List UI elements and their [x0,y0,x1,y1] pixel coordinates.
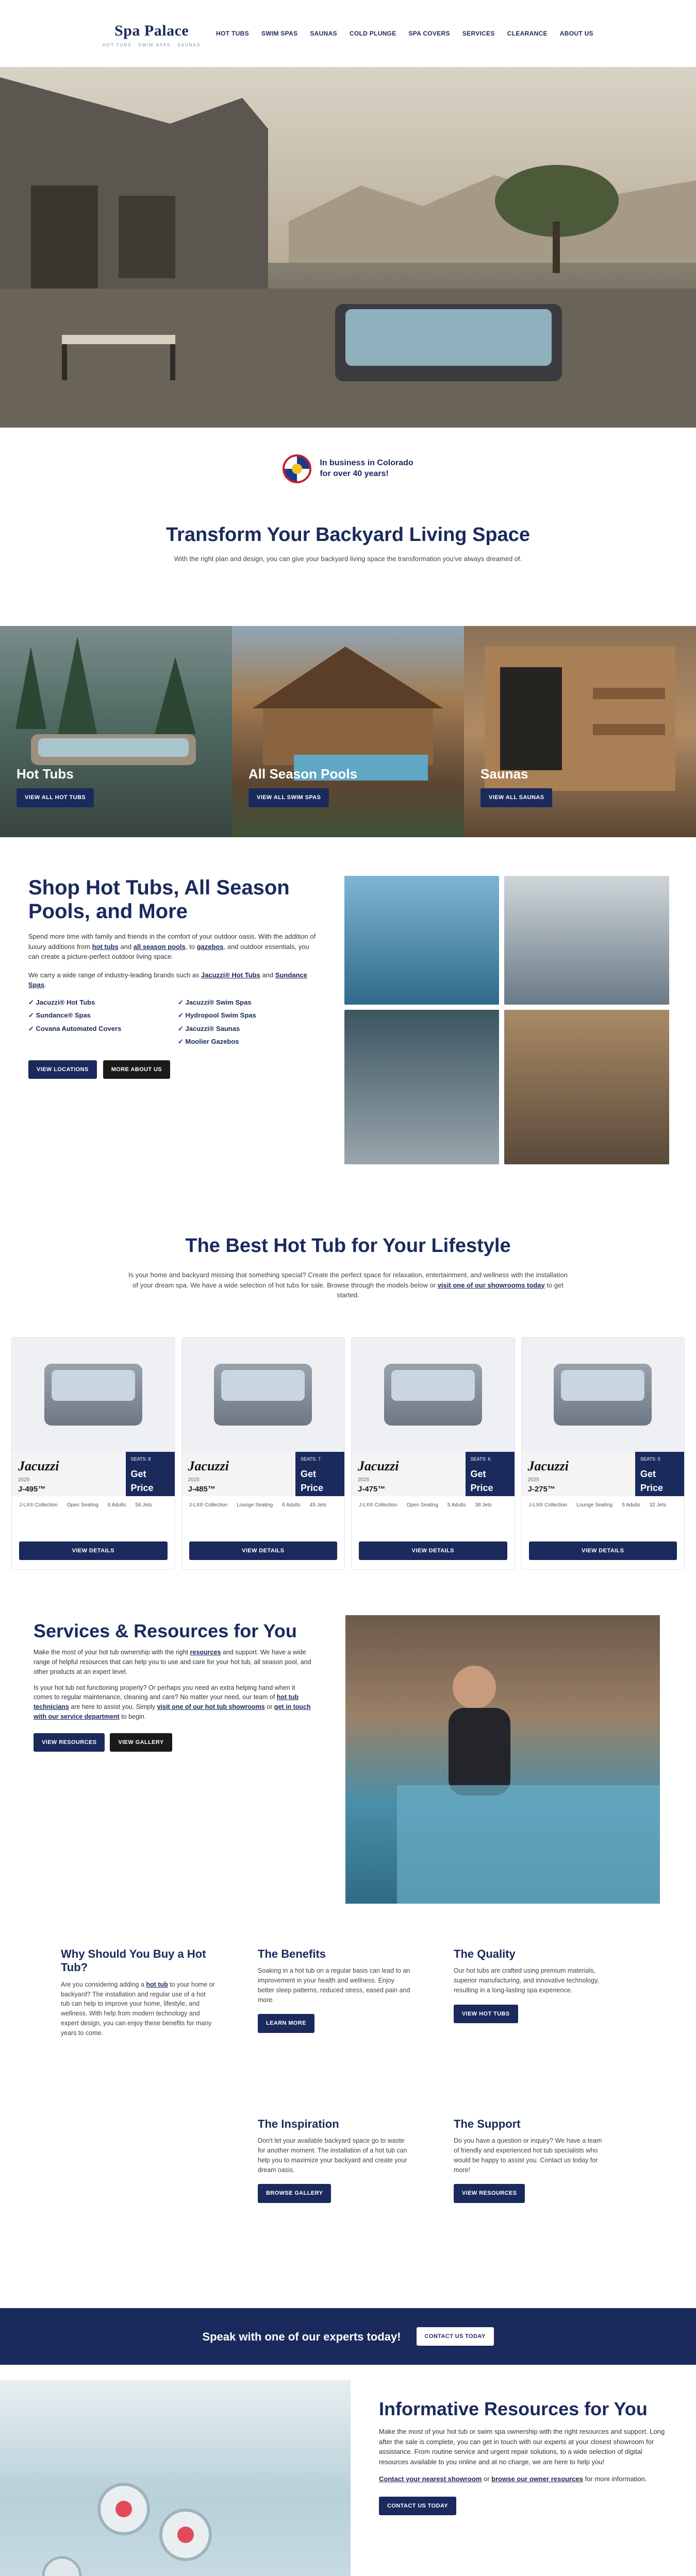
get-price-cta[interactable]: Get Price [470,1468,493,1493]
product-year: 2025 [527,1477,539,1483]
contact-us-today-button[interactable]: CONTACT US TODAY [417,2327,494,2346]
get-price-cta[interactable]: Get Price [640,1468,664,1493]
view-resources-button[interactable]: VIEW RESOURCES [454,2184,525,2203]
support-title: The Support [454,2117,521,2130]
brand-item: ✓ Jacuzzi® Hot Tubs [28,997,168,1008]
quality-text: Our hot tubs are crafted using premium materials, superior manufacturing, and innovative technology, resulting in a long-lasting spa experience. [454,1967,599,1994]
visit-showrooms-link[interactable]: visit one of our showrooms today [437,1281,545,1289]
view-all-hot-tubs-button[interactable]: VIEW ALL HOT TUBS [16,788,94,807]
view-details-button[interactable]: VIEW DETAILS [529,1541,677,1561]
capacity-label: 6 Adults [282,1502,301,1508]
get-price-cta[interactable]: Get Price [301,1468,324,1493]
view-locations-button[interactable]: VIEW LOCATIONS [28,1060,97,1079]
product-model: J-275™ [527,1485,555,1494]
view-gallery-button[interactable]: VIEW GALLERY [110,1733,172,1752]
quality-title: The Quality [454,1947,516,1960]
benefits-text: Soaking in a hot tub on a regular basis can lead to an improvement in your health and wellness. Enjoy better sleep patterns, reduced stress, eased pain and more. [258,1967,410,2004]
hot-tub-product-image [214,1364,312,1426]
capacity-label: 5 Adults [447,1502,466,1508]
badge-line-2: for over 40 years! [320,469,389,478]
quality-column [454,1947,608,2023]
sundance-spas-link[interactable]: Sundance Spas [28,971,307,989]
capacity-label: 6 Adults [107,1502,126,1508]
collage-image-pergola [504,876,669,1005]
collection-label: J-LX® Collection [19,1502,58,1508]
seats-tag: SEATS: 7 [301,1456,321,1462]
seats-tag: SEATS: 6 [470,1456,491,1462]
owner-resources-link[interactable]: browse our owner resources [491,2475,583,2483]
inspiration-text: Don't let your available backyard space go to waste for another moment. The installation of a hot tub can help you to maximize your backyard and create your dream oasis. [258,2137,407,2174]
jets-label: 32 Jets [649,1502,667,1508]
site-logo[interactable] [103,19,201,48]
service-department-link[interactable]: get in touch with our service department [34,1703,311,1720]
tile-hot-tubs-title: Hot Tubs [16,766,74,782]
technician-illustration [345,1615,660,1904]
tile-saunas[interactable] [464,626,696,837]
brand-item: ✓ Moolier Gazebos [178,1037,317,1047]
tile-saunas-title: Saunas [480,766,528,782]
best-hot-tub-text: Is your home and backyard missing that something special? Create the perfect space for relaxation, entertainment, and wellness with the installation of your dream spa. We have a wide selection of hot tubs for sale. Browse through the models below or visit one of our showrooms today to get started. [128,1271,568,1299]
hot-tub-product-image [554,1364,652,1426]
view-resources-button[interactable]: VIEW RESOURCES [34,1733,105,1752]
more-about-us-button[interactable]: MORE ABOUT US [103,1060,170,1079]
gazebos-link[interactable]: gazebos [196,942,224,951]
benefits-title: The Benefits [258,1947,326,1960]
services-image [345,1615,660,1904]
brand-item: ✓ Hydropool Swim Spas [178,1010,317,1021]
collection-label: J-LX® Collection [359,1502,397,1508]
showrooms-link[interactable]: visit one of our hot tub showrooms [157,1703,265,1711]
nav-clearance[interactable]: CLEARANCE [507,30,548,37]
shop-image-collage [344,876,669,1164]
collage-image-swim-spa [344,876,499,1005]
nav-saunas[interactable]: SAUNAS [310,30,337,37]
why-buy-title: Why Should You Buy a Hot Tub? [61,1947,206,1974]
shop-paragraph-1: Spend more time with family and friends in the comfort of your outdoor oasis. With the addition of luxury additions from hot tubs and all season pools, to gazebos, and outdoor essentials, you can create a picture-perfect outdoor living space. [28,933,316,960]
contact-us-today-button[interactable]: CONTACT US TODAY [379,2497,456,2516]
product-card[interactable] [181,1337,345,1570]
contact-showroom-link[interactable]: Contact your nearest showroom [379,2475,482,2483]
shop-section [28,876,317,1079]
services-title: Services & Resources for You [34,1620,297,1641]
product-year: 2025 [188,1477,200,1483]
transform-title: Transform Your Backyard Living Space [165,524,531,546]
nav-hot-tubs[interactable]: HOT TUBS [216,30,249,37]
colorado-flag-icon [283,454,311,483]
services-paragraph-2: Is your hot tub not functioning properly? Or perhaps you need an extra helping hand when it comes to regular maintenance, cleaning and care? No matter your need, our team of hot tub technicians are here to assist you. Simply visit one of our hot tub showrooms or get in touch with our service department to begin. [34,1684,311,1720]
informative-title: Informative Resources for You [379,2398,648,2419]
product-card[interactable] [351,1337,515,1570]
brand-logo: Jacuzzi [18,1459,59,1473]
get-price-cta[interactable]: Get Price [130,1468,154,1493]
nav-services[interactable]: SERVICES [462,30,495,37]
hot-tub-link[interactable]: hot tub [146,1980,168,1988]
capacity-label: 5 Adults [622,1502,640,1508]
why-buy-column: Why Should You Buy a Hot Tub? Are you considering adding a hot tub to your home or backyard? The installation and regular use of a hot tub can help to improve your home, lifestyle, and wellness. With help from modern technology and expert design, you can enjoy these benefits for many years to come. [61,1947,215,2037]
logo-tagline: HOT TUBS · SWIM SPAS · SAUNAS [103,42,201,47]
jets-label: 56 Jets [135,1502,152,1508]
seats-tag: SEATS: 8 [130,1456,151,1462]
support-text: Do you have a question or inquiry? We have a team of friendly and experienced hot tub specialists who would be happy to assist you. Contact us today for more! [454,2137,602,2174]
view-details-button[interactable]: VIEW DETAILS [359,1541,507,1561]
shop-title: Shop Hot Tubs, All Season Pools, and More [28,876,290,923]
brand-logo: Jacuzzi [358,1459,399,1473]
spa-jets-image [0,2380,351,2576]
inspiration-title: The Inspiration [258,2117,339,2130]
seating-label: Open Seating [67,1502,98,1508]
brand-item: ✓ Covana Automated Covers [28,1024,168,1034]
view-all-swim-spas-button[interactable]: VIEW ALL SWIM SPAS [248,788,329,807]
benefits-column [258,1947,412,2033]
product-model: J-475™ [358,1485,386,1494]
product-card[interactable] [11,1337,175,1570]
expert-banner [0,2308,696,2365]
view-hot-tubs-button[interactable]: VIEW HOT TUBS [454,2005,518,2024]
view-details-button[interactable]: VIEW DETAILS [19,1541,168,1561]
main-nav [216,29,593,38]
seating-label: Open Seating [406,1502,438,1508]
browse-gallery-button[interactable]: BROWSE GALLERY [258,2184,331,2203]
nav-about-us[interactable]: ABOUT US [559,30,593,37]
seating-label: Lounge Seating [237,1502,273,1508]
hot-tub-product-image [44,1364,142,1426]
support-column [454,2117,608,2203]
collection-label: J-LX® Collection [189,1502,228,1508]
brand-item: ✓ Jacuzzi® Swim Spas [178,997,317,1008]
product-model: J-495™ [18,1485,46,1494]
brand-checklist [28,997,317,1047]
badge-line-1: In business in Colorado [320,459,413,468]
seating-label: Lounge Seating [576,1502,613,1508]
inspiration-column [258,2117,412,2203]
services-paragraph-1: Make the most of your hot tub ownership with the right resources and support. We have a wide range of helpful resources that can help you to use and care for your hot tub, all season pool, and other products at an expert level. [34,1649,311,1675]
view-details-button[interactable]: VIEW DETAILS [189,1541,338,1561]
brand-logo: Jacuzzi [188,1459,229,1473]
collection-label: J-LX® Collection [528,1502,568,1508]
collage-image-gazebo [504,1010,669,1164]
brand-item: ✓ Sundance® Spas [28,1010,168,1021]
learn-more-button[interactable]: LEARN MORE [258,2014,314,2033]
product-grid [11,1337,685,1570]
brand-item: ✓ Jacuzzi® Saunas [178,1024,317,1034]
logo-wordmark: Spa Palace [114,22,189,39]
hero-scene-illustration [0,67,696,428]
shop-paragraph-2: We carry a wide range of industry-leading brands such as Jacuzzi® Hot Tubs and Sundance Spas. [28,971,307,989]
view-all-saunas-button[interactable]: VIEW ALL SAUNAS [480,788,552,807]
informative-paragraph-1: Make the most of your hot tub or swim spa ownership with the right resources and support. Long after the sale is complete, you can get in touch with our experts at your closest showroom for assistance. From routine service and urgent repair solutions, to a wide selection of digital resources available to you online and at no charge, we are here to help you! [379,2428,665,2466]
product-card[interactable] [521,1337,685,1570]
tile-hot-tubs[interactable] [0,626,232,837]
brand-logo: Jacuzzi [527,1459,569,1473]
expert-banner-text: Speak with one of our experts today! [202,2330,401,2343]
product-year: 2025 [358,1477,370,1483]
business-years-badge [0,428,696,510]
informative-paragraph-2: Contact your nearest showroom or browse our owner resources for more information. [379,2475,647,2483]
tile-all-season-pools[interactable] [232,626,464,837]
technicians-link[interactable]: hot tub technicians [34,1693,299,1711]
product-year: 2025 [18,1477,30,1483]
nav-cold-plunge[interactable]: COLD PLUNGE [349,30,396,37]
best-hot-tub-title: The Best Hot Tub for Your Lifestyle [185,1235,511,1257]
benefits-grid [61,1947,649,2318]
jets-label: 45 Jets [309,1502,327,1508]
seats-tag: SEATS: 5 [640,1456,660,1462]
site-header [0,0,696,67]
product-model: J-485™ [188,1485,216,1494]
resources-link[interactable]: resources [190,1649,221,1656]
jacuzzi-hot-tubs-link[interactable]: Jacuzzi® Hot Tubs [201,971,260,979]
informative-section [379,2398,668,2515]
hero-image [0,67,696,428]
services-section [34,1620,312,1752]
tile-all-season-pools-title: All Season Pools [248,766,357,782]
hot-tubs-link[interactable]: hot tubs [92,942,119,951]
transform-text: With the right plan and design, you can give your backyard living space the transformation you've always dreamed of. [174,555,522,563]
jets-label: 38 Jets [475,1502,492,1508]
category-tiles [0,626,696,837]
collage-image-hot-tub [344,1010,499,1164]
nav-swim-spas[interactable]: SWIM SPAS [261,30,298,37]
spa-jets-illustration [0,2380,351,2576]
all-season-pools-link[interactable]: all season pools [133,942,186,951]
nav-spa-covers[interactable]: SPA COVERS [408,30,450,37]
hot-tub-product-image [384,1364,482,1426]
